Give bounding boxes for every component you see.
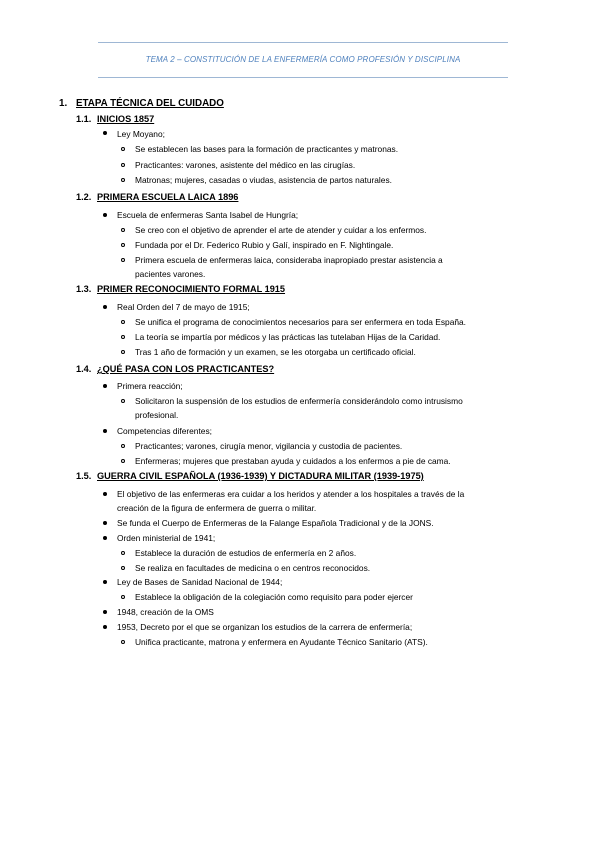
list-item: Orden ministerial de 1941;	[117, 533, 216, 543]
sub-bullet-icon	[121, 350, 125, 354]
sub-bullet-icon	[121, 163, 125, 167]
sub-bullet-icon	[121, 320, 125, 324]
list-item: Establece la duración de estudios de enfermería en 2 años.	[135, 548, 357, 558]
list-item: Unifica practicante, matrona y enfermera en Ayudante Técnico Sanitario (ATS).	[135, 637, 428, 647]
sub-bullet-icon	[121, 335, 125, 339]
sub-bullet-icon	[121, 243, 125, 247]
bullet-icon	[103, 429, 107, 433]
subsection-1-1-number: 1.1.	[76, 114, 92, 124]
list-item: 1953, Decreto por el que se organizan los estudios de la carrera de enfermería;	[117, 622, 413, 632]
list-item: 1948, creación de la OMS	[117, 607, 214, 617]
page-header-title: TEMA 2 – CONSTITUCIÓN DE LA ENFERMERÍA COMO PROFESIÓN Y DISCIPLINA	[145, 55, 461, 64]
subsection-1-4-title: ¿QUÉ PASA CON LOS PRACTICANTES?	[97, 364, 275, 374]
bullet-icon	[103, 131, 107, 135]
bullet-icon	[103, 521, 107, 525]
list-item: Primera reacción;	[117, 381, 183, 391]
subsection-1-2-number: 1.2.	[76, 192, 92, 202]
list-item: Se creo con el objetivo de aprender el arte de atender y cuidar a los enfermos.	[135, 225, 427, 235]
list-item: Tras 1 año de formación y un examen, se les otorgaba un certificado oficial.	[135, 347, 416, 357]
list-item: Se establecen las bases para la formación de practicantes y matronas.	[135, 144, 399, 154]
sub-bullet-icon	[121, 459, 125, 463]
list-item: Practicantes; varones, cirugía menor, vigilancia y custodia de pacientes.	[135, 441, 403, 451]
list-item: Establece la obligación de la colegiación como requisito para poder ejercer	[135, 592, 413, 602]
section-1-number: 1.	[59, 98, 68, 109]
list-item: Se realiza en facultades de medicina o en centros reconocidos.	[135, 563, 371, 573]
subsection-1-5-number: 1.5.	[76, 471, 92, 481]
list-item: Fundada por el Dr. Federico Rubio y Galí, inspirado en F. Nightingale.	[135, 240, 394, 250]
sub-bullet-icon	[121, 399, 125, 403]
header-top-rule	[98, 42, 508, 43]
list-item-continuation: profesional.	[135, 410, 179, 420]
sub-bullet-icon	[121, 444, 125, 448]
subsection-1-5-title: GUERRA CIVIL ESPAÑOLA (1936-1939) Y DICTADURA MILITAR (1939-1975)	[97, 471, 424, 481]
list-item: Real Orden del 7 de mayo de 1915;	[117, 302, 250, 312]
bullet-icon	[103, 610, 107, 614]
list-item: Se unifica el programa de conocimientos necesarios para ser enfermera en toda España.	[135, 317, 467, 327]
list-item: Se funda el Cuerpo de Enfermeras de la Falange Española Tradicional y de la JONS.	[117, 518, 434, 528]
list-item: Ley de Bases de Sanidad Nacional de 1944;	[117, 577, 283, 587]
sub-bullet-icon	[121, 566, 125, 570]
sub-bullet-icon	[121, 595, 125, 599]
bullet-icon	[103, 625, 107, 629]
list-item: Solicitaron la suspensión de los estudios de enfermería considerándolo como intrusismo	[135, 396, 463, 406]
sub-bullet-icon	[121, 147, 125, 151]
bullet-icon	[103, 213, 107, 217]
header-bottom-rule	[98, 77, 508, 78]
list-item: Primera escuela de enfermeras laica, consideraba inapropiado prestar asistencia a	[135, 255, 443, 265]
list-item: El objetivo de las enfermeras era cuidar a los heridos y atender a los hospitales a través de la	[117, 489, 465, 499]
list-item: Matronas; mujeres, casadas o viudas, asistencia de partos naturales.	[135, 175, 392, 185]
section-1-title: ETAPA TÉCNICA DEL CUIDADO	[76, 98, 224, 109]
sub-bullet-icon	[121, 551, 125, 555]
list-item: Enfermeras; mujeres que prestaban ayuda y cuidados a los enfermos a pie de cama.	[135, 456, 451, 466]
bullet-icon	[103, 536, 107, 540]
bullet-icon	[103, 492, 107, 496]
sub-bullet-icon	[121, 178, 125, 182]
subsection-1-3-number: 1.3.	[76, 284, 92, 294]
list-item: La teoría se impartía por médicos y las prácticas las tutelaban Hijas de la Caridad.	[135, 332, 441, 342]
subsection-1-2-title: PRIMERA ESCUELA LAICA 1896	[97, 192, 239, 202]
sub-bullet-icon	[121, 640, 125, 644]
list-item-continuation: creación de la figura de enfermera de guerra o militar.	[117, 503, 317, 513]
bullet-icon	[103, 580, 107, 584]
list-item-continuation: pacientes varones.	[135, 269, 206, 279]
sub-bullet-icon	[121, 258, 125, 262]
subsection-1-3-title: PRIMER RECONOCIMIENTO FORMAL 1915	[97, 284, 286, 294]
bullet-icon	[103, 384, 107, 388]
list-item: Practicantes: varones, asistente del médico en las cirugías.	[135, 160, 356, 170]
list-item: Ley Moyano;	[117, 129, 165, 139]
bullet-icon	[103, 305, 107, 309]
subsection-1-4-number: 1.4.	[76, 364, 92, 374]
list-item: Escuela de enfermeras Santa Isabel de Hungría;	[117, 210, 299, 220]
subsection-1-1-title: INICIOS 1857	[97, 114, 155, 124]
sub-bullet-icon	[121, 228, 125, 232]
list-item: Competencias diferentes;	[117, 426, 212, 436]
